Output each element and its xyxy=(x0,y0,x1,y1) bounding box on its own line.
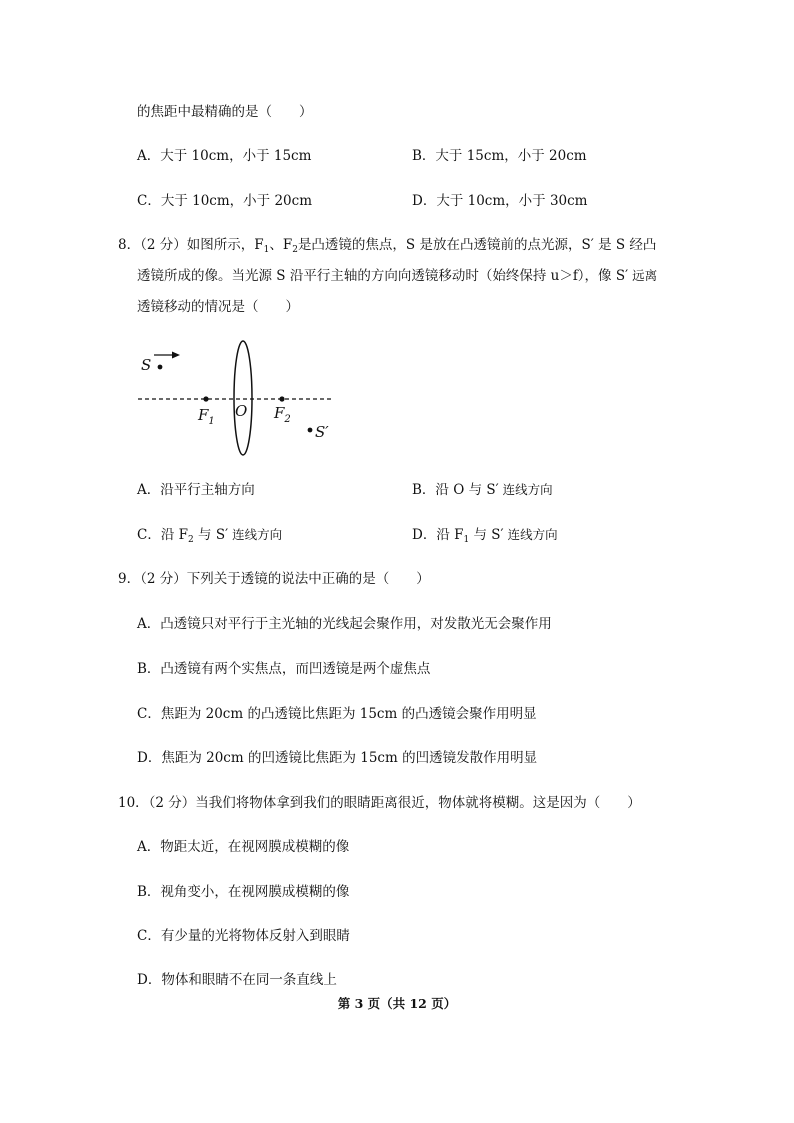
q9-stem: 9．（2 分）下列关于透镜的说法中正确的是（ ） xyxy=(118,571,430,587)
q8-text: 是凸透镜的焦点，S 是放在凸透镜前的点光源，S′ 是 S 经凸 xyxy=(297,237,657,253)
q10-option-d: D．物体和眼睛不在同一条直线上 xyxy=(137,972,337,988)
q8-option-d-text: D．沿 F xyxy=(412,527,464,543)
q7-option-a: A．大于 10cm，小于 15cm xyxy=(137,148,312,164)
q8-option-c-small: 连线方向 xyxy=(228,527,283,542)
label-f1 xyxy=(197,406,215,427)
f1-letter: F xyxy=(198,406,209,424)
q10-stem: 10．（2 分）当我们将物体拿到我们的眼睛距离很近，物体就将模糊。这是因为（ ） xyxy=(118,795,641,811)
q8-text: 透镜所成的像。当光源 S 沿平行主轴的方向向透镜移动时（始终保持 u＞f），像 S′ xyxy=(137,268,629,284)
label-s-prime: S′ xyxy=(315,423,329,441)
convex-lens xyxy=(234,341,252,455)
point-source-s xyxy=(158,365,163,370)
q8-option-c-sub: 2 xyxy=(188,535,194,545)
q8-option-b-small: 连线方向 xyxy=(498,482,553,497)
q8-text: 8．（2 分）如图所示，F xyxy=(118,237,264,253)
q7-option-d: D．大于 10cm，小于 30cm xyxy=(412,193,588,209)
q8-option-a: A．沿平行主轴方向 xyxy=(137,482,255,498)
q7-option-c: C．大于 10cm，小于 20cm xyxy=(137,193,312,209)
q7-option-b: B．大于 15cm，小于 20cm xyxy=(412,148,587,164)
q10-option-b: B．视角变小，在视网膜成模糊的像 xyxy=(137,884,350,900)
q9-option-c: C．焦距为 20cm 的凸透镜比焦距为 15cm 的凸透镜会聚作用明显 xyxy=(137,706,537,722)
image-point-s-prime xyxy=(308,428,313,433)
q8-subscript: 2 xyxy=(292,245,298,255)
q9-option-d: D．焦距为 20cm 的凹透镜比焦距为 15cm 的凹透镜发散作用明显 xyxy=(137,750,538,766)
q8-option-c-text: C．沿 F xyxy=(137,527,188,543)
q8-option-d xyxy=(412,526,558,544)
q8-option-d-text: 与 S′ xyxy=(469,527,504,543)
f2-subscript: 2 xyxy=(284,414,291,425)
q8-subscript: 1 xyxy=(263,245,270,255)
q9-option-a: A．凸透镜只对平行于主光轴的光线起会聚作用，对发散光无会聚作用 xyxy=(137,616,552,632)
f1-subscript: 1 xyxy=(208,416,215,427)
focus-f2-point xyxy=(279,396,284,401)
q8-option-b xyxy=(412,481,553,499)
label-s: S xyxy=(141,356,152,374)
q8-text: 远离 xyxy=(628,268,658,283)
q9-option-b: B．凸透镜有两个实焦点，而凹透镜是两个虚焦点 xyxy=(137,661,431,677)
q8-option-c xyxy=(137,526,282,544)
q8-stem-line-2 xyxy=(137,267,657,285)
q10-option-a: A．物距太近，在视网膜成模糊的像 xyxy=(137,839,350,855)
q8-stem-line-3: 透镜移动的情况是（ ） xyxy=(137,299,299,315)
f2-letter: F xyxy=(274,404,285,422)
focus-f1-point xyxy=(203,396,208,401)
label-f2 xyxy=(273,404,291,425)
q8-option-b-text: B．沿 O 与 S′ xyxy=(412,482,499,498)
q8-stem-line-1 xyxy=(118,236,656,254)
q8-text: 、F xyxy=(269,237,293,253)
label-o: O xyxy=(235,402,248,420)
lens-diagram xyxy=(132,338,352,493)
q8-option-c-text: 与 S′ xyxy=(193,527,229,543)
q10-option-c: C．有少量的光将物体反射入到眼睛 xyxy=(137,928,350,944)
q8-option-d-sub: 1 xyxy=(463,535,470,545)
q7-stem-tail: 的焦距中最精确的是（ ） xyxy=(137,104,313,120)
page-footer: 第 3 页（共 12 页） xyxy=(337,996,457,1011)
q8-option-d-small: 连线方向 xyxy=(503,527,558,542)
arrow-head-icon xyxy=(172,352,180,359)
